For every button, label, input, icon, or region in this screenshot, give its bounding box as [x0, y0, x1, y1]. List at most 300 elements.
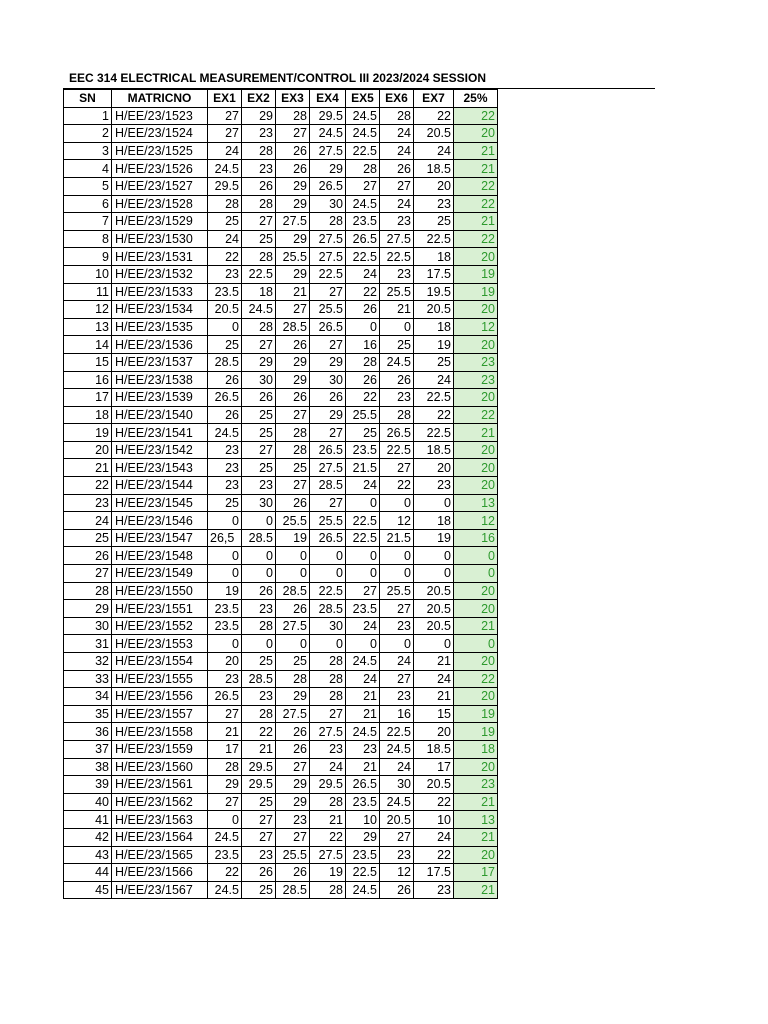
cell-ex6[interactable]: 26: [380, 371, 414, 389]
cell-ex5[interactable]: 27: [346, 177, 380, 195]
cell-sn[interactable]: 33: [64, 670, 112, 688]
cell-ex3[interactable]: 25: [276, 459, 310, 477]
cell-matricno[interactable]: H/EE/23/1531: [112, 248, 208, 266]
cell-sn[interactable]: 40: [64, 793, 112, 811]
cell-ex6[interactable]: 20.5: [380, 811, 414, 829]
cell-ex5[interactable]: 24.5: [346, 125, 380, 143]
cell-percent[interactable]: 12: [454, 512, 498, 530]
cell-ex2[interactable]: 0: [242, 565, 276, 583]
cell-percent[interactable]: 19: [454, 705, 498, 723]
cell-ex3[interactable]: 28: [276, 107, 310, 125]
cell-ex3[interactable]: 26: [276, 142, 310, 160]
cell-matricno[interactable]: H/EE/23/1527: [112, 177, 208, 195]
cell-ex6[interactable]: 22: [380, 477, 414, 495]
cell-ex7[interactable]: 18.5: [414, 160, 454, 178]
cell-ex3[interactable]: 27: [276, 828, 310, 846]
cell-matricno[interactable]: H/EE/23/1537: [112, 353, 208, 371]
cell-ex1[interactable]: 24.5: [208, 160, 242, 178]
cell-ex4[interactable]: 28: [310, 653, 346, 671]
cell-sn[interactable]: 21: [64, 459, 112, 477]
cell-ex1[interactable]: 27: [208, 125, 242, 143]
cell-matricno[interactable]: H/EE/23/1564: [112, 828, 208, 846]
cell-ex6[interactable]: 27: [380, 828, 414, 846]
cell-ex7[interactable]: 23: [414, 477, 454, 495]
cell-ex2[interactable]: 25: [242, 653, 276, 671]
cell-percent[interactable]: 21: [454, 617, 498, 635]
cell-matricno[interactable]: H/EE/23/1523: [112, 107, 208, 125]
cell-ex1[interactable]: 24: [208, 230, 242, 248]
cell-ex7[interactable]: 19: [414, 336, 454, 354]
cell-percent[interactable]: 21: [454, 213, 498, 231]
cell-ex1[interactable]: 0: [208, 635, 242, 653]
cell-ex7[interactable]: 20.5: [414, 301, 454, 319]
cell-ex5[interactable]: 10: [346, 811, 380, 829]
cell-ex4[interactable]: 26.5: [310, 529, 346, 547]
cell-matricno[interactable]: H/EE/23/1556: [112, 688, 208, 706]
cell-ex4[interactable]: 19: [310, 864, 346, 882]
cell-ex1[interactable]: 22: [208, 248, 242, 266]
cell-ex3[interactable]: 26: [276, 336, 310, 354]
cell-percent[interactable]: 20: [454, 248, 498, 266]
header-ex2[interactable]: EX2: [242, 90, 276, 108]
cell-ex7[interactable]: 18.5: [414, 441, 454, 459]
cell-matricno[interactable]: H/EE/23/1547: [112, 529, 208, 547]
cell-ex7[interactable]: 24: [414, 142, 454, 160]
cell-ex6[interactable]: 23: [380, 265, 414, 283]
cell-ex6[interactable]: 0: [380, 547, 414, 565]
cell-ex6[interactable]: 25.5: [380, 582, 414, 600]
cell-percent[interactable]: 21: [454, 881, 498, 899]
cell-ex1[interactable]: 21: [208, 723, 242, 741]
cell-ex1[interactable]: 25: [208, 213, 242, 231]
cell-sn[interactable]: 5: [64, 177, 112, 195]
cell-ex1[interactable]: 23.5: [208, 283, 242, 301]
cell-ex6[interactable]: 27.5: [380, 230, 414, 248]
cell-sn[interactable]: 23: [64, 494, 112, 512]
cell-ex7[interactable]: 25: [414, 353, 454, 371]
cell-ex2[interactable]: 29: [242, 107, 276, 125]
cell-ex3[interactable]: 29: [276, 265, 310, 283]
cell-ex7[interactable]: 15: [414, 705, 454, 723]
cell-ex2[interactable]: 23: [242, 160, 276, 178]
cell-ex1[interactable]: 25: [208, 336, 242, 354]
cell-percent[interactable]: 20: [454, 389, 498, 407]
cell-ex4[interactable]: 28: [310, 213, 346, 231]
cell-ex2[interactable]: 25: [242, 406, 276, 424]
cell-percent[interactable]: 23: [454, 776, 498, 794]
cell-percent[interactable]: 20: [454, 477, 498, 495]
cell-ex7[interactable]: 24: [414, 828, 454, 846]
cell-ex5[interactable]: 29: [346, 828, 380, 846]
cell-ex1[interactable]: 20: [208, 653, 242, 671]
cell-ex5[interactable]: 22.5: [346, 248, 380, 266]
cell-ex5[interactable]: 22.5: [346, 864, 380, 882]
cell-ex4[interactable]: 24: [310, 758, 346, 776]
cell-ex6[interactable]: 23: [380, 617, 414, 635]
cell-ex7[interactable]: 21: [414, 688, 454, 706]
cell-ex3[interactable]: 29: [276, 776, 310, 794]
cell-ex2[interactable]: 28.5: [242, 670, 276, 688]
cell-percent[interactable]: 20: [454, 758, 498, 776]
cell-sn[interactable]: 15: [64, 353, 112, 371]
header-ex1[interactable]: EX1: [208, 90, 242, 108]
header-percent[interactable]: 25%: [454, 90, 498, 108]
cell-ex6[interactable]: 24: [380, 758, 414, 776]
cell-ex1[interactable]: 28.5: [208, 353, 242, 371]
cell-ex1[interactable]: 27: [208, 793, 242, 811]
cell-ex4[interactable]: 27: [310, 705, 346, 723]
cell-sn[interactable]: 14: [64, 336, 112, 354]
cell-ex1[interactable]: 23: [208, 477, 242, 495]
cell-ex4[interactable]: 26: [310, 389, 346, 407]
cell-ex6[interactable]: 22.5: [380, 723, 414, 741]
cell-sn[interactable]: 35: [64, 705, 112, 723]
cell-ex1[interactable]: 24: [208, 142, 242, 160]
cell-ex2[interactable]: 26: [242, 389, 276, 407]
cell-percent[interactable]: 19: [454, 283, 498, 301]
cell-ex1[interactable]: 26,5: [208, 529, 242, 547]
cell-ex6[interactable]: 12: [380, 864, 414, 882]
cell-percent[interactable]: 13: [454, 811, 498, 829]
cell-percent[interactable]: 0: [454, 565, 498, 583]
cell-ex3[interactable]: 27: [276, 758, 310, 776]
cell-sn[interactable]: 42: [64, 828, 112, 846]
cell-matricno[interactable]: H/EE/23/1541: [112, 424, 208, 442]
cell-ex5[interactable]: 24.5: [346, 107, 380, 125]
cell-sn[interactable]: 11: [64, 283, 112, 301]
cell-ex5[interactable]: 26.5: [346, 230, 380, 248]
cell-ex4[interactable]: 24.5: [310, 125, 346, 143]
cell-ex2[interactable]: 23: [242, 688, 276, 706]
cell-sn[interactable]: 24: [64, 512, 112, 530]
cell-matricno[interactable]: H/EE/23/1532: [112, 265, 208, 283]
cell-ex7[interactable]: 20.5: [414, 582, 454, 600]
cell-matricno[interactable]: H/EE/23/1542: [112, 441, 208, 459]
cell-ex5[interactable]: 21: [346, 688, 380, 706]
cell-ex4[interactable]: 28: [310, 688, 346, 706]
cell-matricno[interactable]: H/EE/23/1524: [112, 125, 208, 143]
cell-ex6[interactable]: 24: [380, 653, 414, 671]
cell-ex2[interactable]: 26: [242, 177, 276, 195]
cell-ex4[interactable]: 0: [310, 547, 346, 565]
cell-ex4[interactable]: 29: [310, 160, 346, 178]
cell-ex7[interactable]: 18: [414, 512, 454, 530]
cell-ex2[interactable]: 27: [242, 828, 276, 846]
cell-sn[interactable]: 25: [64, 529, 112, 547]
cell-ex3[interactable]: 27: [276, 125, 310, 143]
cell-matricno[interactable]: H/EE/23/1557: [112, 705, 208, 723]
cell-ex3[interactable]: 27: [276, 301, 310, 319]
cell-ex5[interactable]: 24: [346, 265, 380, 283]
cell-ex1[interactable]: 0: [208, 318, 242, 336]
cell-ex6[interactable]: 22.5: [380, 441, 414, 459]
cell-ex1[interactable]: 17: [208, 740, 242, 758]
cell-ex2[interactable]: 23: [242, 846, 276, 864]
cell-ex6[interactable]: 0: [380, 635, 414, 653]
cell-ex7[interactable]: 0: [414, 635, 454, 653]
cell-ex6[interactable]: 16: [380, 705, 414, 723]
cell-ex2[interactable]: 23: [242, 600, 276, 618]
cell-ex4[interactable]: 29.5: [310, 107, 346, 125]
cell-sn[interactable]: 13: [64, 318, 112, 336]
cell-ex3[interactable]: 25.5: [276, 512, 310, 530]
cell-sn[interactable]: 26: [64, 547, 112, 565]
cell-ex3[interactable]: 29: [276, 177, 310, 195]
cell-ex4[interactable]: 22.5: [310, 582, 346, 600]
cell-ex6[interactable]: 24.5: [380, 793, 414, 811]
cell-ex7[interactable]: 18: [414, 318, 454, 336]
cell-ex4[interactable]: 22.5: [310, 265, 346, 283]
cell-ex5[interactable]: 23.5: [346, 441, 380, 459]
cell-sn[interactable]: 44: [64, 864, 112, 882]
cell-ex5[interactable]: 21.5: [346, 459, 380, 477]
cell-ex7[interactable]: 21: [414, 653, 454, 671]
cell-matricno[interactable]: H/EE/23/1525: [112, 142, 208, 160]
cell-ex5[interactable]: 0: [346, 494, 380, 512]
cell-ex1[interactable]: 27: [208, 705, 242, 723]
cell-ex1[interactable]: 26.5: [208, 389, 242, 407]
cell-ex3[interactable]: 0: [276, 547, 310, 565]
cell-ex2[interactable]: 0: [242, 512, 276, 530]
cell-ex6[interactable]: 0: [380, 318, 414, 336]
cell-ex4[interactable]: 27: [310, 336, 346, 354]
cell-ex7[interactable]: 20.5: [414, 617, 454, 635]
cell-ex3[interactable]: 29: [276, 353, 310, 371]
cell-matricno[interactable]: H/EE/23/1544: [112, 477, 208, 495]
cell-ex3[interactable]: 28: [276, 441, 310, 459]
cell-ex5[interactable]: 23.5: [346, 213, 380, 231]
cell-ex2[interactable]: 25: [242, 793, 276, 811]
cell-ex7[interactable]: 25: [414, 213, 454, 231]
cell-ex2[interactable]: 30: [242, 371, 276, 389]
cell-ex6[interactable]: 12: [380, 512, 414, 530]
cell-sn[interactable]: 20: [64, 441, 112, 459]
cell-sn[interactable]: 41: [64, 811, 112, 829]
cell-ex7[interactable]: 0: [414, 547, 454, 565]
cell-ex3[interactable]: 27.5: [276, 213, 310, 231]
cell-ex6[interactable]: 24: [380, 195, 414, 213]
cell-ex6[interactable]: 26: [380, 160, 414, 178]
cell-ex2[interactable]: 18: [242, 283, 276, 301]
cell-ex6[interactable]: 27: [380, 670, 414, 688]
cell-ex2[interactable]: 23: [242, 125, 276, 143]
cell-ex5[interactable]: 26: [346, 301, 380, 319]
cell-ex3[interactable]: 27.5: [276, 705, 310, 723]
cell-ex7[interactable]: 22.5: [414, 230, 454, 248]
cell-ex5[interactable]: 23: [346, 740, 380, 758]
cell-ex1[interactable]: 24.5: [208, 828, 242, 846]
cell-ex4[interactable]: 28: [310, 793, 346, 811]
cell-sn[interactable]: 32: [64, 653, 112, 671]
cell-ex7[interactable]: 0: [414, 565, 454, 583]
cell-ex1[interactable]: 23: [208, 459, 242, 477]
cell-ex7[interactable]: 22: [414, 406, 454, 424]
cell-matricno[interactable]: H/EE/23/1559: [112, 740, 208, 758]
cell-ex1[interactable]: 23.5: [208, 846, 242, 864]
cell-ex1[interactable]: 23: [208, 265, 242, 283]
cell-ex7[interactable]: 17.5: [414, 265, 454, 283]
cell-ex6[interactable]: 23: [380, 846, 414, 864]
cell-ex2[interactable]: 28: [242, 195, 276, 213]
cell-percent[interactable]: 22: [454, 406, 498, 424]
cell-percent[interactable]: 19: [454, 723, 498, 741]
cell-sn[interactable]: 37: [64, 740, 112, 758]
cell-ex3[interactable]: 26: [276, 864, 310, 882]
cell-ex1[interactable]: 0: [208, 811, 242, 829]
cell-percent[interactable]: 20: [454, 459, 498, 477]
cell-ex7[interactable]: 20: [414, 459, 454, 477]
cell-ex4[interactable]: 28.5: [310, 600, 346, 618]
cell-ex2[interactable]: 27: [242, 441, 276, 459]
cell-ex5[interactable]: 22.5: [346, 142, 380, 160]
cell-ex7[interactable]: 23: [414, 881, 454, 899]
cell-ex4[interactable]: 28: [310, 881, 346, 899]
cell-percent[interactable]: 20: [454, 336, 498, 354]
cell-ex2[interactable]: 27: [242, 213, 276, 231]
cell-percent[interactable]: 19: [454, 265, 498, 283]
cell-ex6[interactable]: 21: [380, 301, 414, 319]
header-ex6[interactable]: EX6: [380, 90, 414, 108]
cell-ex1[interactable]: 26.5: [208, 688, 242, 706]
cell-matricno[interactable]: H/EE/23/1534: [112, 301, 208, 319]
cell-sn[interactable]: 10: [64, 265, 112, 283]
cell-ex2[interactable]: 29.5: [242, 758, 276, 776]
cell-ex2[interactable]: 22: [242, 723, 276, 741]
cell-ex5[interactable]: 24.5: [346, 881, 380, 899]
cell-ex6[interactable]: 0: [380, 494, 414, 512]
cell-ex1[interactable]: 28: [208, 195, 242, 213]
cell-ex6[interactable]: 23: [380, 213, 414, 231]
cell-matricno[interactable]: H/EE/23/1546: [112, 512, 208, 530]
cell-ex6[interactable]: 27: [380, 600, 414, 618]
cell-ex2[interactable]: 27: [242, 336, 276, 354]
cell-matricno[interactable]: H/EE/23/1548: [112, 547, 208, 565]
cell-ex7[interactable]: 17.5: [414, 864, 454, 882]
cell-matricno[interactable]: H/EE/23/1567: [112, 881, 208, 899]
cell-ex6[interactable]: 24: [380, 142, 414, 160]
cell-ex3[interactable]: 29: [276, 688, 310, 706]
cell-sn[interactable]: 45: [64, 881, 112, 899]
cell-matricno[interactable]: H/EE/23/1553: [112, 635, 208, 653]
cell-ex6[interactable]: 30: [380, 776, 414, 794]
cell-ex2[interactable]: 28: [242, 705, 276, 723]
cell-ex5[interactable]: 28: [346, 160, 380, 178]
cell-ex2[interactable]: 28.5: [242, 529, 276, 547]
cell-ex6[interactable]: 0: [380, 565, 414, 583]
cell-ex3[interactable]: 0: [276, 565, 310, 583]
cell-sn[interactable]: 17: [64, 389, 112, 407]
cell-matricno[interactable]: H/EE/23/1549: [112, 565, 208, 583]
cell-ex1[interactable]: 22: [208, 864, 242, 882]
cell-ex4[interactable]: 26.5: [310, 441, 346, 459]
cell-ex5[interactable]: 0: [346, 635, 380, 653]
cell-ex1[interactable]: 24.5: [208, 881, 242, 899]
cell-ex1[interactable]: 19: [208, 582, 242, 600]
cell-ex4[interactable]: 27.5: [310, 723, 346, 741]
cell-ex4[interactable]: 23: [310, 740, 346, 758]
cell-ex3[interactable]: 26: [276, 389, 310, 407]
cell-ex6[interactable]: 26: [380, 881, 414, 899]
cell-sn[interactable]: 4: [64, 160, 112, 178]
cell-percent[interactable]: 20: [454, 653, 498, 671]
cell-ex3[interactable]: 28: [276, 424, 310, 442]
cell-ex5[interactable]: 21: [346, 758, 380, 776]
cell-percent[interactable]: 22: [454, 195, 498, 213]
cell-ex6[interactable]: 25.5: [380, 283, 414, 301]
cell-ex3[interactable]: 27.5: [276, 617, 310, 635]
cell-ex1[interactable]: 23.5: [208, 617, 242, 635]
cell-ex2[interactable]: 26: [242, 864, 276, 882]
cell-ex7[interactable]: 20.5: [414, 125, 454, 143]
cell-matricno[interactable]: H/EE/23/1535: [112, 318, 208, 336]
cell-ex5[interactable]: 24.5: [346, 653, 380, 671]
cell-matricno[interactable]: H/EE/23/1561: [112, 776, 208, 794]
cell-ex7[interactable]: 17: [414, 758, 454, 776]
cell-percent[interactable]: 0: [454, 547, 498, 565]
cell-ex4[interactable]: 29: [310, 353, 346, 371]
header-ex7[interactable]: EX7: [414, 90, 454, 108]
cell-ex7[interactable]: 22: [414, 107, 454, 125]
header-ex4[interactable]: EX4: [310, 90, 346, 108]
cell-ex6[interactable]: 24: [380, 125, 414, 143]
cell-ex4[interactable]: 28: [310, 670, 346, 688]
cell-ex5[interactable]: 23.5: [346, 600, 380, 618]
cell-sn[interactable]: 43: [64, 846, 112, 864]
cell-matricno[interactable]: H/EE/23/1563: [112, 811, 208, 829]
cell-ex6[interactable]: 28: [380, 406, 414, 424]
cell-matricno[interactable]: H/EE/23/1543: [112, 459, 208, 477]
cell-matricno[interactable]: H/EE/23/1551: [112, 600, 208, 618]
cell-sn[interactable]: 34: [64, 688, 112, 706]
cell-matricno[interactable]: H/EE/23/1536: [112, 336, 208, 354]
cell-sn[interactable]: 16: [64, 371, 112, 389]
cell-ex3[interactable]: 28: [276, 670, 310, 688]
cell-percent[interactable]: 0: [454, 635, 498, 653]
cell-ex1[interactable]: 25: [208, 494, 242, 512]
cell-ex4[interactable]: 30: [310, 195, 346, 213]
cell-percent[interactable]: 20: [454, 125, 498, 143]
cell-ex2[interactable]: 29: [242, 353, 276, 371]
cell-sn[interactable]: 38: [64, 758, 112, 776]
cell-ex2[interactable]: 28: [242, 142, 276, 160]
cell-percent[interactable]: 18: [454, 740, 498, 758]
cell-ex7[interactable]: 20: [414, 177, 454, 195]
cell-ex5[interactable]: 22.5: [346, 529, 380, 547]
cell-ex5[interactable]: 22: [346, 389, 380, 407]
cell-ex3[interactable]: 28.5: [276, 318, 310, 336]
cell-ex7[interactable]: 20.5: [414, 776, 454, 794]
cell-percent[interactable]: 12: [454, 318, 498, 336]
cell-ex5[interactable]: 22: [346, 283, 380, 301]
cell-ex1[interactable]: 24.5: [208, 424, 242, 442]
cell-ex4[interactable]: 25.5: [310, 512, 346, 530]
cell-ex5[interactable]: 0: [346, 565, 380, 583]
cell-ex3[interactable]: 19: [276, 529, 310, 547]
cell-percent[interactable]: 21: [454, 142, 498, 160]
cell-ex3[interactable]: 25.5: [276, 248, 310, 266]
header-sn[interactable]: SN: [64, 90, 112, 108]
cell-ex4[interactable]: 29: [310, 406, 346, 424]
cell-ex2[interactable]: 26: [242, 582, 276, 600]
cell-ex2[interactable]: 25: [242, 459, 276, 477]
cell-ex2[interactable]: 30: [242, 494, 276, 512]
cell-ex1[interactable]: 27: [208, 107, 242, 125]
cell-percent[interactable]: 20: [454, 301, 498, 319]
cell-matricno[interactable]: H/EE/23/1538: [112, 371, 208, 389]
cell-ex1[interactable]: 0: [208, 565, 242, 583]
cell-sn[interactable]: 3: [64, 142, 112, 160]
cell-ex5[interactable]: 21: [346, 705, 380, 723]
